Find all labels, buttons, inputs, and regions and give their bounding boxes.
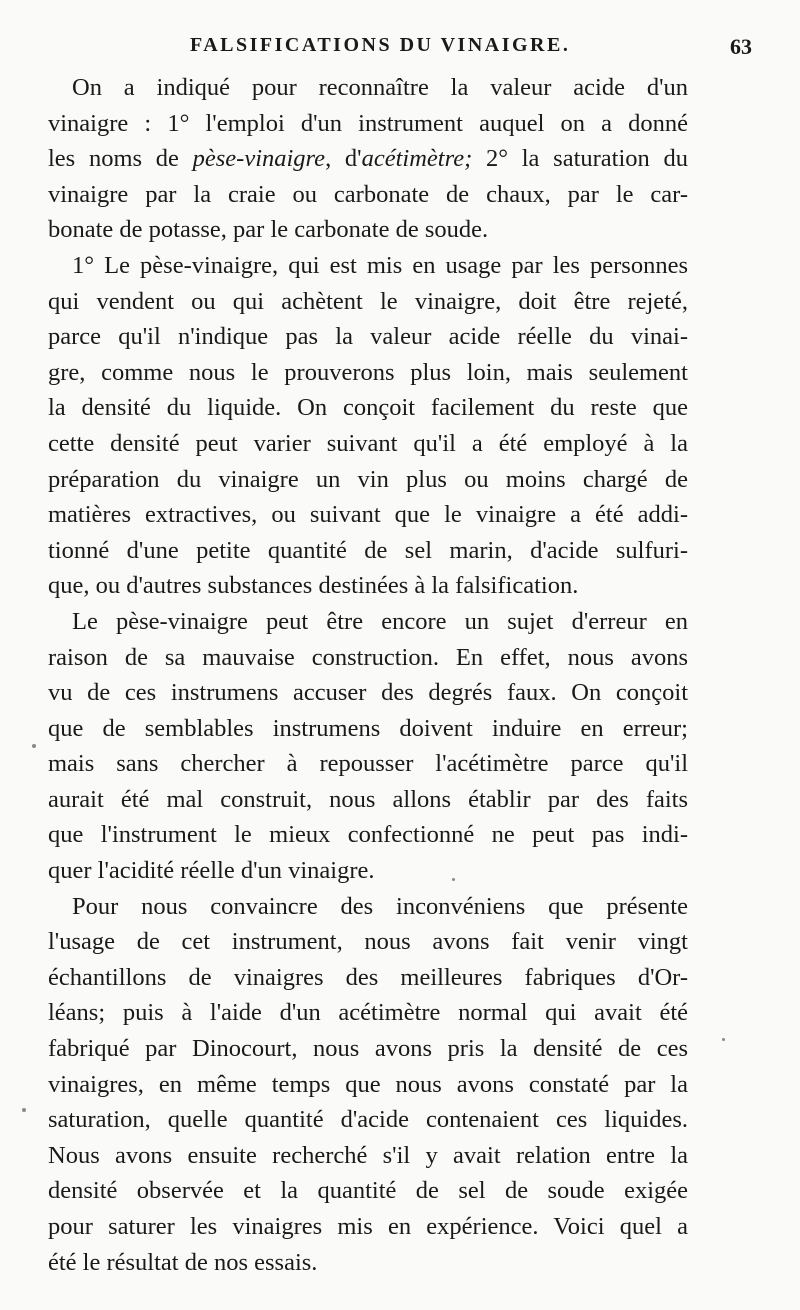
italic-term: pèse-vinaigre — [192, 145, 326, 173]
page-number: 63 — [730, 34, 752, 59]
text-line: échantillons de vinaigres des meilleures fabriques d'Or- — [48, 963, 688, 991]
text-line: fabriqué par Dinocourt, nous avons pris la densité de ces — [48, 1035, 688, 1063]
text-line: aurait été mal construit, nous allons établir par des faits — [48, 785, 688, 813]
text-line: On a indiqué pour reconnaître la valeur acide d'un — [72, 74, 688, 101]
text-run: 2° la saturation du — [472, 145, 688, 173]
paragraph — [48, 70, 688, 248]
text-line: léans; puis à l'aide d'un acétimètre normal qui avait été — [48, 999, 688, 1027]
text-line: que, ou d'autres substances destinées à la falsification. — [48, 572, 579, 600]
text-line: vu de ces instrumens accuser des degrés faux. On conçoit — [48, 679, 688, 707]
text-line: bonate de potasse, par le carbonate de soude. — [48, 216, 489, 244]
text-line: parce qu'il n'indique pas la valeur acide réelle du vinai- — [48, 323, 688, 351]
text-line: quer l'acidité réelle d'un vinaigre. — [48, 857, 375, 885]
text-line: que de semblables instrumens doivent induire en erreur; — [48, 714, 688, 742]
paper-speck — [722, 1038, 725, 1041]
text-line: pour saturer les vinaigres mis en expérience. Voici quel a — [48, 1213, 688, 1240]
text-line: Le pèse-vinaigre peut être encore un sujet d'erreur en — [72, 607, 688, 635]
text-run: les noms de — [48, 145, 193, 173]
paragraph — [48, 248, 688, 604]
text-line: été le résultat de nos essais. — [48, 1248, 318, 1276]
text-line: Pour nous convaincre des inconvéniens que présente — [72, 892, 688, 920]
text-run: , d' — [325, 145, 362, 173]
text-line: l'usage de cet instrument, nous avons fait venir vingt — [48, 928, 688, 956]
running-title: FALSIFICATIONS DU VINAIGRE. — [190, 34, 571, 56]
text-line: matières extractives, ou suivant que le vinaigre a été addi- — [48, 501, 688, 529]
italic-term: acétimètre; — [361, 145, 473, 173]
text-line: la densité du liquide. On conçoit facilement du reste que — [48, 394, 688, 422]
text-line: Nous avons ensuite recherché s'il y avait relation entre la — [48, 1141, 688, 1169]
text-body — [48, 70, 688, 1280]
text-line: raison de sa mauvaise construction. En effet, nous avons — [48, 643, 688, 671]
text-line: mais sans chercher à repousser l'acétimètre parce qu'il — [48, 750, 688, 778]
text-line: vinaigre : 1° l'emploi d'un instrument auquel on a donné — [48, 109, 688, 137]
paper-speck — [22, 1108, 26, 1112]
text-line: que l'instrument le mieux confectionné ne peut pas indi- — [48, 821, 688, 849]
text-line: vinaigres, en même temps que nous avons constaté par la — [48, 1070, 688, 1098]
paper-speck — [32, 744, 36, 748]
text-line: 1° Le pèse-vinaigre, qui est mis en usage par les personnes — [72, 251, 688, 279]
text-line: saturation, quelle quantité d'acide contenaient ces liquides. — [48, 1106, 688, 1134]
text-line: cette densité peut varier suivant qu'il a été employé à la — [48, 429, 688, 457]
text-line: densité observée et la quantité de sel de soude exigée — [48, 1177, 688, 1205]
text-line: préparation du vinaigre un vin plus ou moins chargé de — [48, 465, 688, 493]
page-header — [48, 34, 752, 66]
paragraph — [48, 889, 688, 1281]
text-line — [48, 141, 688, 177]
paper-speck — [452, 878, 455, 881]
text-line: tionné d'une petite quantité de sel marin, d'acide sulfuri- — [48, 536, 688, 564]
text-line: vinaigre par la craie ou carbonate de chaux, par le car- — [48, 180, 688, 208]
text-line: gre, comme nous le prouverons plus loin, mais seulement — [48, 358, 688, 386]
paragraph — [48, 604, 688, 889]
text-line: qui vendent ou qui achètent le vinaigre, doit être rejeté, — [48, 287, 688, 315]
